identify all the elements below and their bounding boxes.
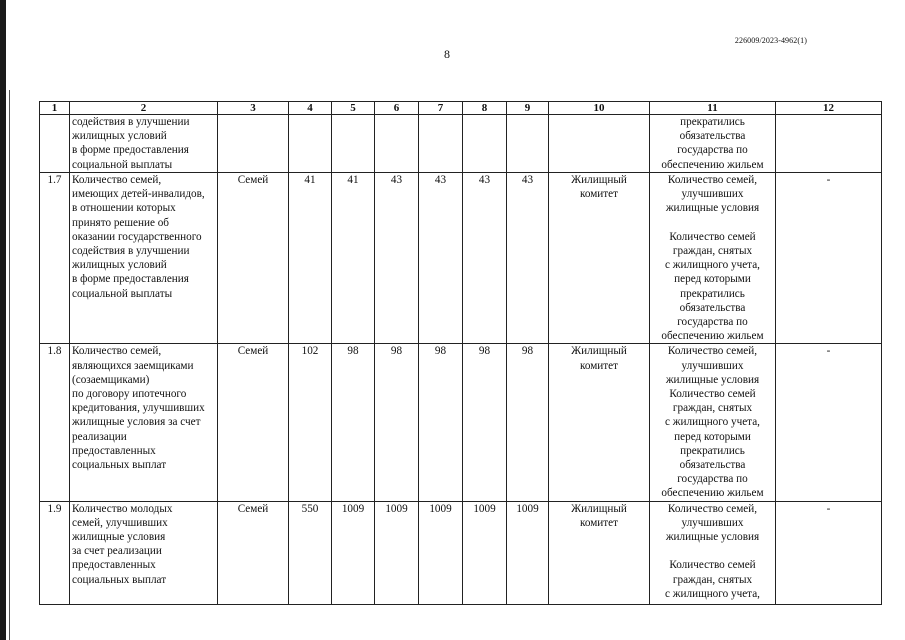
value-cell — [332, 115, 375, 173]
program-indicators-table — [39, 101, 882, 605]
table-row — [40, 115, 882, 173]
value-cell — [419, 115, 463, 173]
value-cell: 1009 — [463, 501, 507, 604]
value-cell: 43 — [419, 173, 463, 344]
column-header: 6 — [375, 102, 419, 115]
value-cell: 1009 — [332, 501, 375, 604]
value-cell: 1009 — [507, 501, 549, 604]
header-row — [40, 102, 882, 115]
indicator-description: Количество семей, улучшивших жилищные условия Количество семей граждан, снятых с жилищного учета, перед которыми прекратились обязательства государства по обеспечению жильем — [650, 344, 776, 501]
row-number: 1.8 — [40, 344, 70, 501]
value-cell: 41 — [289, 173, 332, 344]
row-number: 1.9 — [40, 501, 70, 604]
scan-binding-edge — [0, 0, 6, 640]
column-header: 12 — [776, 102, 882, 115]
column-header: 8 — [463, 102, 507, 115]
value-cell: 43 — [463, 173, 507, 344]
column-header: 9 — [507, 102, 549, 115]
value-cell: 43 — [375, 173, 419, 344]
value-cell: 41 — [332, 173, 375, 344]
column-header: 7 — [419, 102, 463, 115]
row-number: 1.7 — [40, 173, 70, 344]
value-cell: 98 — [332, 344, 375, 501]
responsible-org — [549, 115, 650, 173]
scan-binding-line — [9, 90, 10, 640]
table-row — [40, 173, 882, 344]
value-cell: 1009 — [419, 501, 463, 604]
indicator-description: прекратились обязательства государства по обеспечению жильем — [650, 115, 776, 173]
table-row — [40, 344, 882, 501]
value-cell: 550 — [289, 501, 332, 604]
indicator-description: Количество семей, улучшивших жилищные условия Количество семей граждан, снятых с жилищного учета, — [650, 501, 776, 604]
table-row — [40, 501, 882, 604]
value-cell — [289, 115, 332, 173]
responsible-org: Жилищный комитет — [549, 501, 650, 604]
value-cell: 98 — [507, 344, 549, 501]
column-header: 1 — [40, 102, 70, 115]
unit-cell: Семей — [218, 501, 289, 604]
note-cell: - — [776, 344, 882, 501]
column-header: 3 — [218, 102, 289, 115]
indicator-description: Количество семей, улучшивших жилищные условия Количество семей граждан, снятых с жилищного учета, перед которыми прекратились обязательства государства по обеспечению жильем — [650, 173, 776, 344]
row-number — [40, 115, 70, 173]
column-header: 11 — [650, 102, 776, 115]
note-cell: - — [776, 501, 882, 604]
document-number: 226009/2023-4962(1) — [734, 36, 807, 45]
indicator-name: Количество молодых семей, улучшивших жилищные условия за счет реализации предоставленных социальных выплат — [70, 501, 218, 604]
note-cell — [776, 115, 882, 173]
responsible-org: Жилищный комитет — [549, 173, 650, 344]
indicator-name: Количество семей, имеющих детей-инвалидов, в отношении которых принято решение об оказании государственного содействия в улучшении жилищных условий в форме предоставления социальной выплаты — [70, 173, 218, 344]
value-cell — [463, 115, 507, 173]
value-cell: 102 — [289, 344, 332, 501]
value-cell — [375, 115, 419, 173]
column-header: 5 — [332, 102, 375, 115]
unit-cell: Семей — [218, 344, 289, 501]
value-cell: 43 — [507, 173, 549, 344]
indicator-name: содействия в улучшении жилищных условий в форме предоставления социальной выплаты — [70, 115, 218, 173]
value-cell: 98 — [419, 344, 463, 501]
unit-cell — [218, 115, 289, 173]
value-cell: 98 — [375, 344, 419, 501]
value-cell: 98 — [463, 344, 507, 501]
page-number: 8 — [444, 47, 450, 61]
responsible-org: Жилищный комитет — [549, 344, 650, 501]
value-cell: 1009 — [375, 501, 419, 604]
column-header: 10 — [549, 102, 650, 115]
column-header: 4 — [289, 102, 332, 115]
column-header: 2 — [70, 102, 218, 115]
note-cell: - — [776, 173, 882, 344]
indicator-name: Количество семей, являющихся заемщиками (созаемщиками) по договору ипотечного кредитования, улучшивших жилищные условия за счет реализации предоставленных социальных выплат — [70, 344, 218, 501]
value-cell — [507, 115, 549, 173]
unit-cell: Семей — [218, 173, 289, 344]
